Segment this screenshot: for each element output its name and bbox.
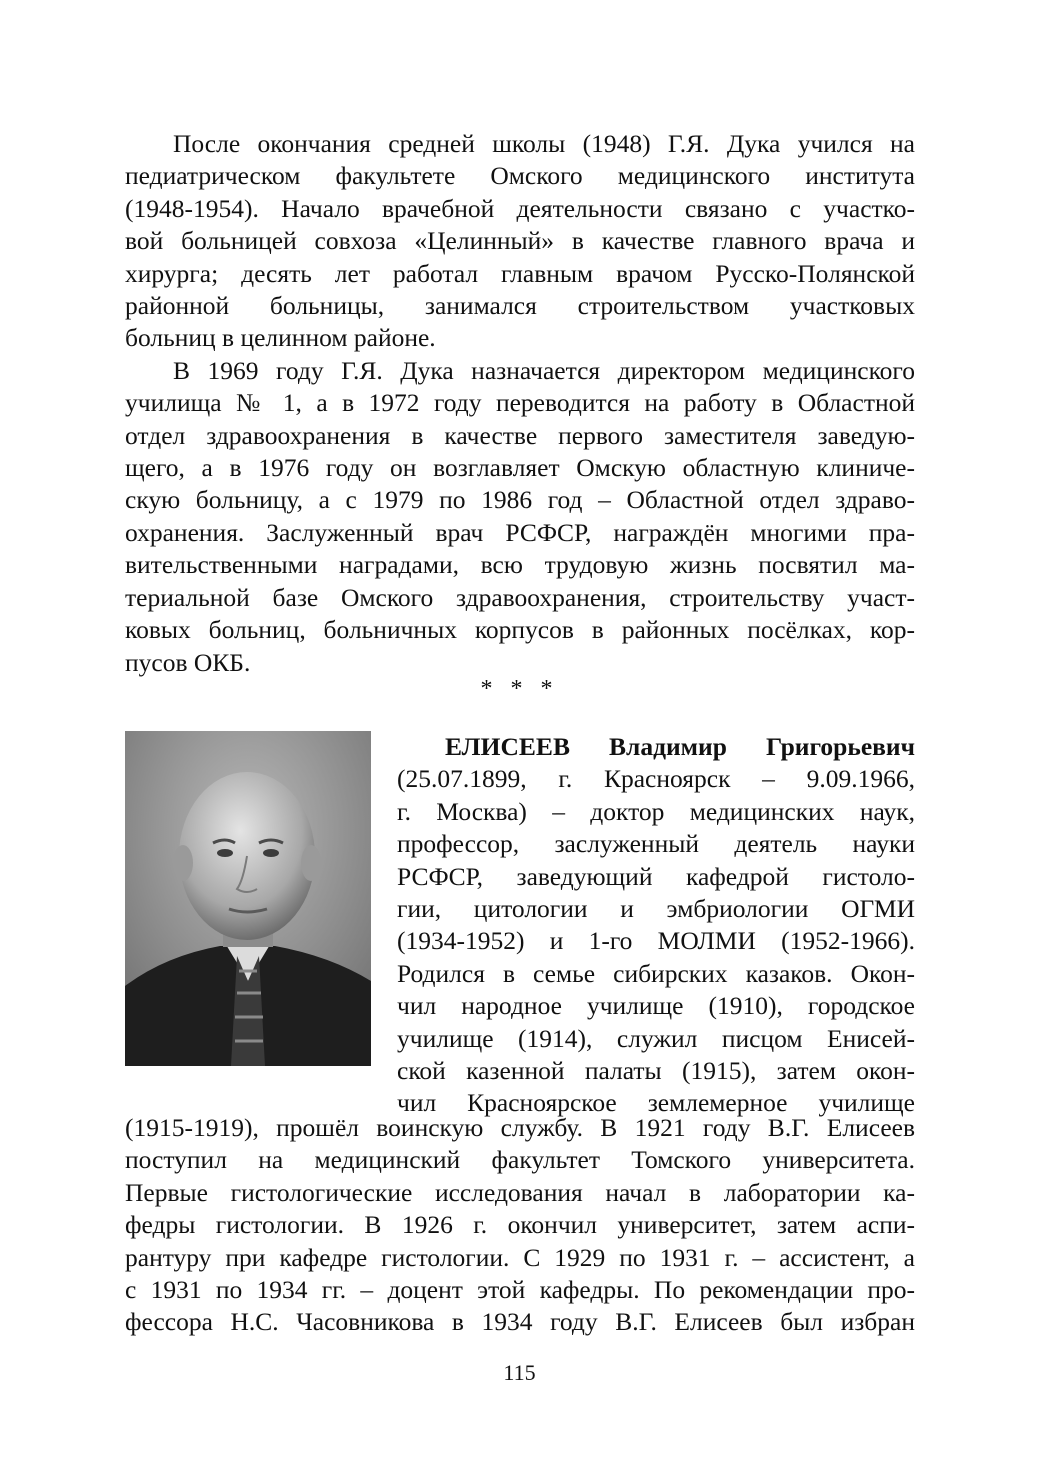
bio-intro [397,731,915,1120]
text-line: училища № 1, а в 1972 году переводится на работу в Областной [125,388,915,418]
text-line: (25.07.1899, г. Красноярск – 9.09.1966, [397,764,915,794]
text-line: рантуру при кафедре гистологии. С 1929 по 1931 г. – ассистент, а [125,1242,915,1272]
person-name: ЕЛИСЕЕВ Владимир Григорьевич [445,732,915,761]
paragraph-2 [125,355,915,679]
text-line: больниц в целинном районе. [125,323,436,353]
portrait-photo [125,731,371,1066]
bio-continuation [125,1112,915,1339]
text-line: районной больницы, занимался строительством участковых [125,291,915,321]
text-line: (1934-1952) и 1-го МОЛМИ (1952-1966). [397,926,915,956]
text-line: фессора Н.С. Часовникова в 1934 году В.Г. Елисеев был избран [125,1307,915,1337]
page-number: 115 [503,1360,536,1385]
section-separator: * * * [480,676,559,702]
text-line: Первые гистологические исследования начал в лаборатории ка- [125,1177,915,1207]
text-line: Родился в семье сибирских казаков. Окон- [397,958,915,988]
text-line: чил Красноярское землемерное училище [397,1088,915,1118]
text-line: РСФСР, заведующий кафедрой гистоло- [397,861,915,891]
text-line: с 1931 по 1934 гг. – доцент этой кафедры. По рекомендации про- [125,1275,915,1305]
text-line: пусов ОКБ. [125,647,251,677]
text-line: г. Москва) – доктор медицинских наук, [397,796,915,826]
text-line: (1948-1954). Начало врачебной деятельности связано с участко- [125,193,915,223]
text-line: После окончания средней школы (1948) Г.Я. Дука учился на [173,129,915,158]
text-line: гии, цитологии и эмбриологии ОГМИ [397,894,915,924]
paragraph-1 [125,128,915,355]
bio-heading-line [397,731,915,763]
text-line: хирурга; десять лет работал главным врачом Русско-Полянской [125,258,915,288]
text-line: федры гистологии. В 1926 г. окончил университет, затем аспи- [125,1210,915,1240]
text-line: щего, а в 1976 году он возглавляет Омскую областную клиниче- [125,453,915,483]
text-line: скую больницу, а с 1979 по 1986 год – Областной отдел здраво- [125,485,915,515]
text-line: териальной базе Омского здравоохранения, строительству участ- [125,582,915,612]
text-line: училище (1914), служил писцом Енисей- [397,1023,915,1053]
text-line: ковых больниц, больничных корпусов в районных посёлках, кор- [125,615,915,645]
text-line: вительственными наградами, всю трудовую жизнь посвятил ма- [125,550,915,580]
intro-text [125,128,915,679]
text-line: вой больницей совхоза «Целинный» в качестве главного врача и [125,226,915,256]
text-line: В 1969 году Г.Я. Дука назначается директором медицинского [173,355,915,385]
text-line: чил народное училище (1910), городское [397,991,915,1021]
text-line: (1915-1919), прошёл воинскую службу. В 1921 году В.Г. Елисеев [125,1113,915,1142]
text-line: профессор, заслуженный деятель науки [397,829,915,859]
text-line: педиатрическом факультете Омского медицинского института [125,161,915,191]
text-line: охранения. Заслуженный врач РСФСР, награждён многими пра- [125,517,915,547]
text-line: поступил на медицинский факультет Томского университета. [125,1145,915,1175]
text-line: отдел здравоохранения в качестве первого заместителя заведую- [125,420,915,450]
text-line: ской казенной палаты (1915), затем окон- [397,1056,915,1086]
